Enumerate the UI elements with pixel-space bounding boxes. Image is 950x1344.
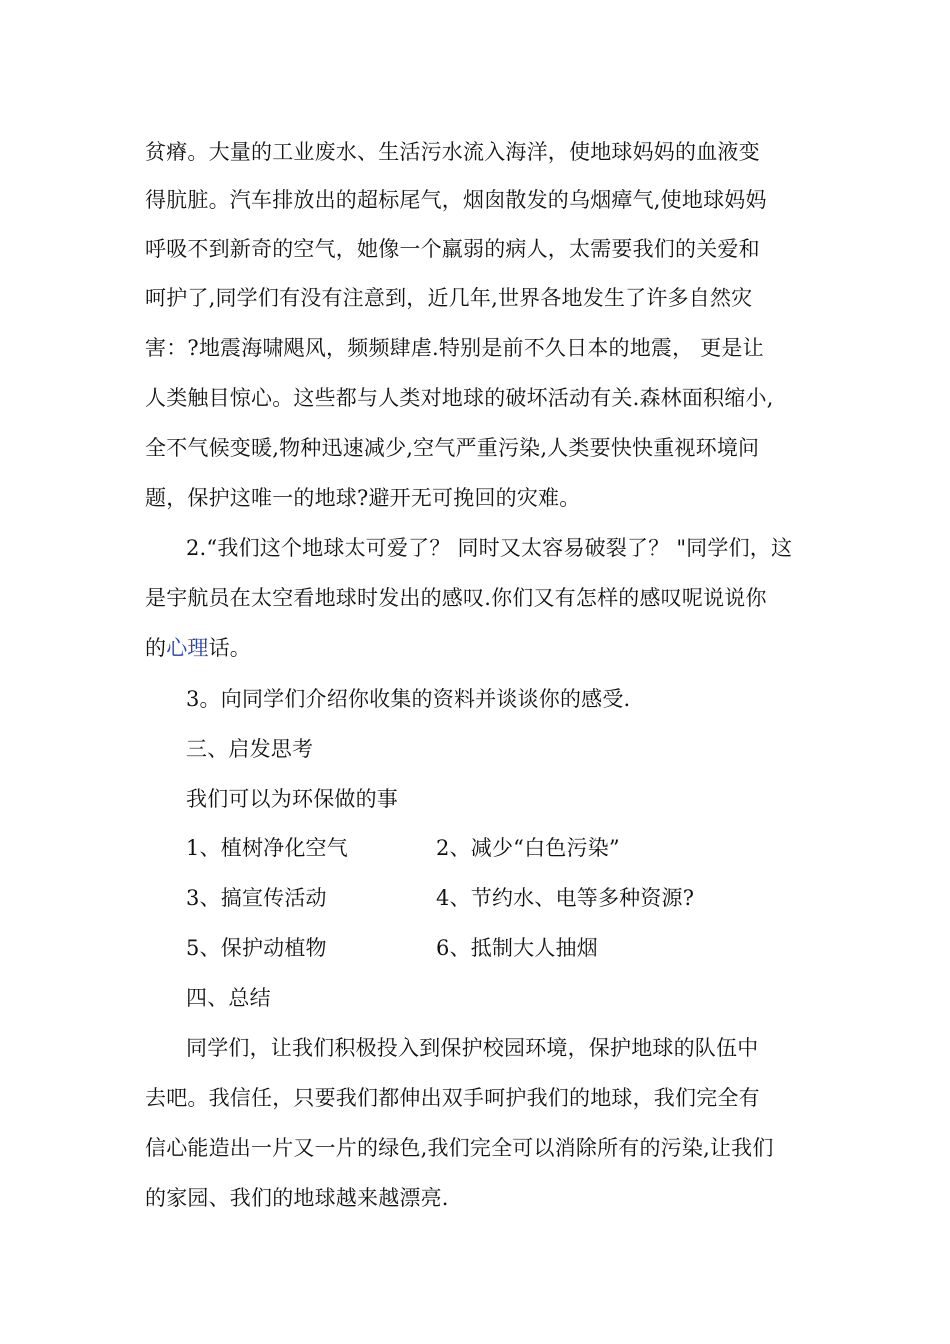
action-item: 5、保护动植物 [186, 936, 327, 960]
action-item: 6、抵制大人抽烟 [436, 936, 598, 960]
section-subheading: 我们可以为环保做的事 [186, 787, 398, 811]
item-2-prefix: 的 [145, 636, 167, 660]
paragraph-line: 贫瘠。大量的工业废水、生活污水流入海洋，使地球妈妈的血液变 [145, 140, 760, 164]
paragraph-line: 呼吸不到新奇的空气，她像一个羸弱的病人，太需要我们的关爱和 [145, 237, 760, 261]
item-2-line: 是宇航员在太空看地球时发出的感叹.你们又有怎样的感叹呢说说你 [145, 586, 767, 610]
item-3: 3。向同学们介绍你收集的资料并谈谈你的感受. [186, 687, 631, 711]
action-item: 2、减少“白色污染” [436, 836, 620, 860]
paragraph-line: 全不气候变暖,物种迅速减少,空气严重污染,人类要快快重视环境问 [145, 436, 760, 460]
action-item: 3、搞宣传活动 [186, 886, 327, 910]
item-2-line: 2.“我们这个地球太可爱了？ 同时又太容易破裂了？ "同学们，这 [186, 536, 793, 560]
psychology-link[interactable]: 心理 [166, 636, 209, 660]
action-item: 4、节约水、电等多种资源? [436, 886, 695, 910]
paragraph-line: 题，保护这唯一的地球?避开无可挽回的灾难。 [145, 486, 581, 510]
section-heading: 四、总结 [186, 986, 271, 1010]
conclusion-line: 去吧。我信任，只要我们都伸出双手呵护我们的地球，我们完全有 [145, 1086, 760, 1110]
section-heading: 三、启发思考 [186, 737, 314, 761]
paragraph-line: 得肮脏。汽车排放出的超标尾气，烟囱散发的乌烟瘴气,使地球妈妈 [145, 188, 767, 212]
paragraph-line: 人类触目惊心。这些都与人类对地球的破坏活动有关.森林面积缩小, [145, 386, 774, 410]
conclusion-line: 的家园、我们的地球越来越漂亮. [145, 1186, 449, 1210]
item-2-suffix: 话。 [208, 636, 252, 660]
conclusion-line: 信心能造出一片又一片的绿色,我们完全可以消除所有的污染,让我们 [145, 1136, 774, 1160]
action-item: 1、植树净化空气 [186, 836, 348, 860]
conclusion-line: 同学们，让我们积极投入到保护校园环境，保护地球的队伍中 [186, 1036, 759, 1060]
item-2-line [145, 633, 251, 663]
paragraph-line: 呵护了,同学们有没有注意到，近几年,世界各地发生了许多自然灾 [145, 286, 753, 310]
paragraph-line: 害：?地震海啸飓风，频频肆虐.特别是前不久日本的地震， 更是让 [145, 336, 764, 360]
